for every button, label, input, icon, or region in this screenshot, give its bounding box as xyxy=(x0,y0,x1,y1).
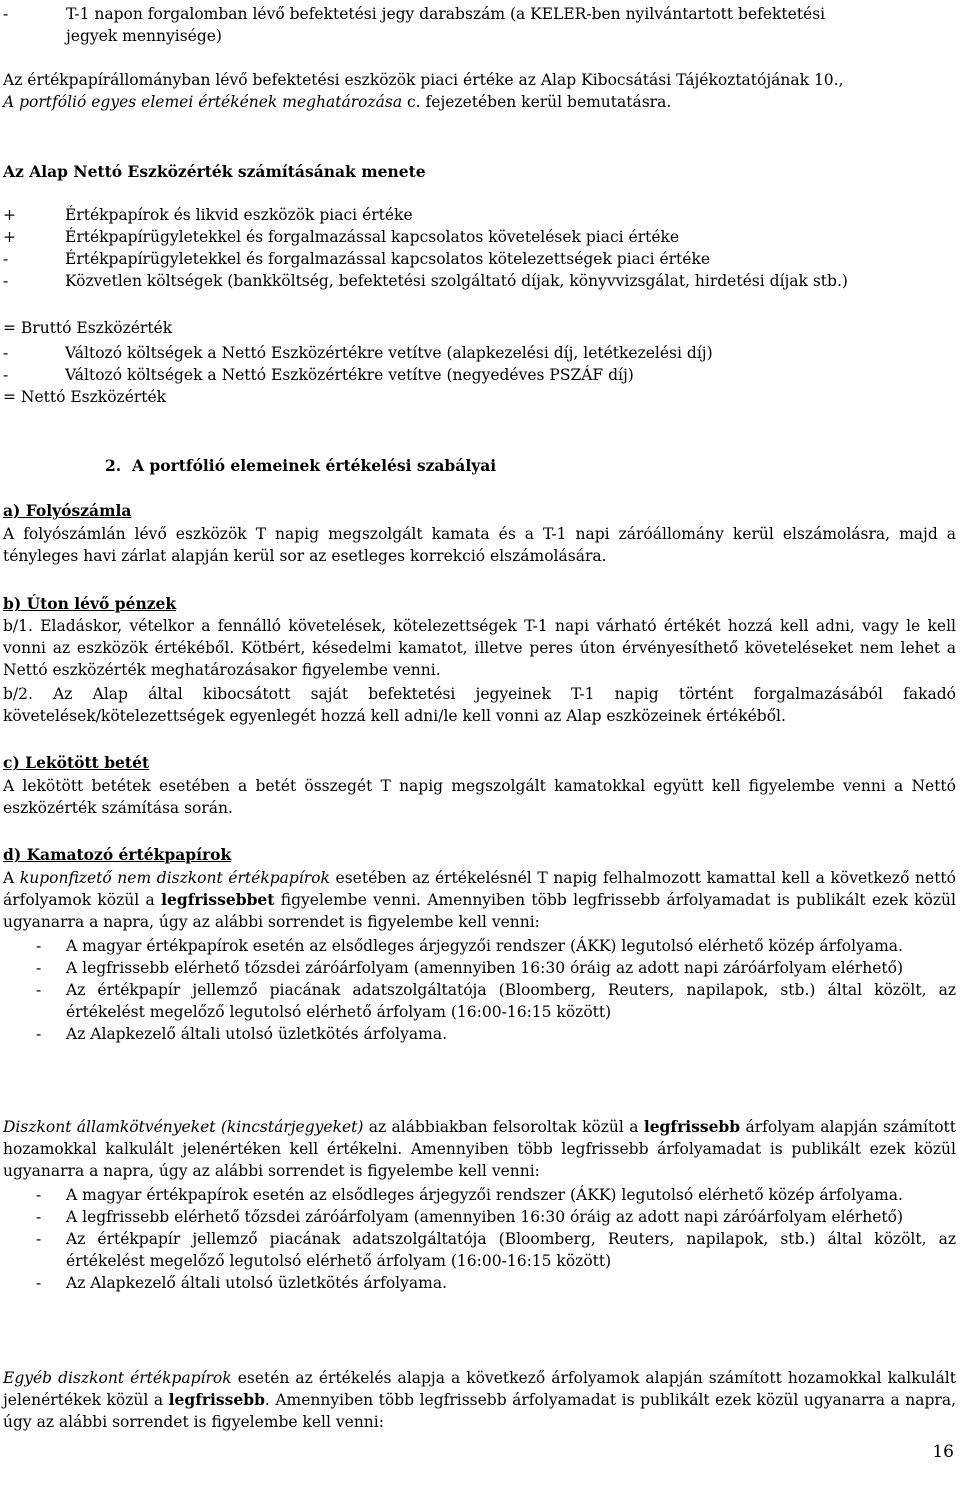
calc-sign: - xyxy=(3,344,9,362)
bullet-dash: - xyxy=(36,959,42,977)
d-p1-bold: legfrissebbet xyxy=(161,890,275,909)
bullet-dash: - xyxy=(36,1208,42,1226)
list-item xyxy=(3,957,956,979)
intro-italic-ref: A portfólió egyes elemei értékének meghatározása xyxy=(3,93,403,111)
subsection-b-paragraph-2: b/2. Az Alap által kibocsátott saját befektetési jegyeinek T-1 napig történt forgalmazásából fakadó követelések/kötelezettségek egyenlegét hozzá kell adni/le kell vonni az Alap eszközeinek értékéből. xyxy=(3,685,956,725)
section-heading xyxy=(105,455,805,477)
bullet-dash: - xyxy=(36,1186,42,1204)
list-item-text: Az Alapkezelő általi utolsó üzletkötés árfolyama. xyxy=(66,1025,447,1043)
intro-paragraph xyxy=(3,69,956,113)
calc-row xyxy=(3,204,956,226)
intro-text-end: c. fejezetében kerül bemutatásra. xyxy=(402,93,672,111)
bullet-dash: - xyxy=(36,937,42,955)
calc-row-text: Értékpapírok és likvid eszközök piaci értéke xyxy=(65,206,413,224)
d-p3-text: . Amennyiben több legfrissebb árfolyamadat is publikált ezek közül ugyanarra a napra, úgy az alábbi sorrendet is figyelembe kell venni: xyxy=(3,1391,957,1431)
section-title: A portfólió elemeinek értékelési szabályai xyxy=(131,456,497,475)
bullet-dash: - xyxy=(36,1274,42,1292)
d-p2-bold: legfrissebb xyxy=(643,1117,741,1136)
calc-row-text: Változó költségek a Nettó Eszközértékre vetítve (negyedéves PSZÁF díj) xyxy=(65,366,634,384)
list-item xyxy=(3,1023,956,1045)
calc-row-text: Értékpapírügyletekkel és forgalmazással kapcsolatos kötelezettségek piaci értéke xyxy=(65,250,711,268)
calc-row-text: Értékpapírügyletekkel és forgalmazással kapcsolatos követelések piaci értéke xyxy=(65,228,680,246)
calc-row-text: Változó költségek a Nettó Eszközértékre vetítve (alapkezelési díj, letétkezelési díj) xyxy=(65,344,713,362)
d-p1-italic: kuponfizető nem diszkont értékpapírok xyxy=(19,869,330,887)
calc-list xyxy=(3,204,956,292)
d-p2-text: az alábbiakban felsoroltak közül a xyxy=(363,1118,644,1136)
top-bullet-line1: T-1 napon forgalomban lévő befektetési jegy darabszám (a KELER-ben nyilvántartott befektetési xyxy=(66,5,826,23)
subsection-d-paragraph-3 xyxy=(3,1367,956,1433)
d-p2-italic: Diszkont államkötvényeket (kincstárjegyeket) xyxy=(3,1118,364,1136)
calc-list-2 xyxy=(3,342,956,386)
bullet-dash: - xyxy=(36,981,42,999)
bullet-dash: - xyxy=(36,1025,42,1043)
d-list-2 xyxy=(3,1184,956,1294)
list-item-text: A legfrissebb elérhető tőzsdei záróárfolyam (amennyiben 16:30 óráig az adott napi záróárfolyam elérhető) xyxy=(66,959,903,977)
calc-row xyxy=(3,226,956,248)
list-item xyxy=(3,979,956,1023)
calc-sign: - xyxy=(3,366,9,384)
bullet-dash: - xyxy=(36,1230,42,1248)
d-p3-bold: legfrissebb xyxy=(168,1390,265,1409)
calc-row xyxy=(3,270,956,292)
calc-sign: + xyxy=(3,228,16,246)
intro-text: Az értékpapírállományban lévő befektetési eszközök piaci értéke az Alap Kibocsátási Tájékoztatójának 10., xyxy=(3,71,844,89)
subsection-d-paragraph-1 xyxy=(3,867,956,933)
d-p1-text: figyelembe venni. Amennyiben több legfrissebb árfolyamadat is publikált ezek közül ugyanarra a napra, úgy az alábbi sorrendet is figyelembe kell venni: xyxy=(3,891,956,931)
top-bullet xyxy=(3,3,956,47)
list-item-text: A magyar értékpapírok esetén az elsődleges árjegyzői rendszer (ÁKK) legutolsó elérhető közép árfolyama. xyxy=(66,1186,903,1204)
calc-net-line: = Nettó Eszközérték xyxy=(3,388,167,406)
d-p3-italic: Egyéb diszkont értékpapírok xyxy=(3,1369,232,1387)
calc-row xyxy=(3,248,956,270)
list-item-text: Az értékpapír jellemző piacának adatszolgáltatója (Bloomberg, Reuters, napilapok, stb.) által közölt, az értékelést megelőző legutolsó elérhető árfolyam (16:00-16:15 között) xyxy=(66,1230,956,1270)
subsection-c-text: A lekötött betétek esetében a betét összegét T napig megszolgált kamatokkal együtt kell figyelembe venni a Nettó eszközérték számítása során. xyxy=(3,777,956,817)
list-item-text: Az Alapkezelő általi utolsó üzletkötés árfolyama. xyxy=(66,1274,447,1292)
d-list-1 xyxy=(3,935,956,1045)
list-item xyxy=(3,1228,956,1272)
calc-heading: Az Alap Nettó Eszközérték számításának menete xyxy=(3,162,426,181)
list-item xyxy=(3,1206,956,1228)
d-p1-text: A xyxy=(3,869,20,887)
calc-row xyxy=(3,364,956,386)
calc-row-text: Közvetlen költségek (bankköltség, befektetési szolgáltató díjak, könyvvizsgálat, hirdetési díjak stb.) xyxy=(65,272,848,290)
page-number: 16 xyxy=(932,1442,954,1462)
calc-sign: - xyxy=(3,250,9,268)
d-p2-text: árfolyam alapján számított hozamokkal kalkulált jelenértéken kell értékelni. Amennyiben több legfrissebb árfolyamadat is publikált ezek közül ugyanarra a napra, úgy az alábbi sorrendet is figyelembe kell venni: xyxy=(3,1118,957,1180)
bullet-dash: - xyxy=(3,5,9,23)
calc-sign: - xyxy=(3,272,9,290)
calc-sign: + xyxy=(3,206,16,224)
list-item xyxy=(3,1272,956,1294)
subsection-b-paragraph-1: b/1. Eladáskor, vételkor a fennálló követelések, kötelezettségek T-1 napi várható értékét hozzá kell adni, vagy le kell vonni az eszközök értékéből. Kötbért, késedelmi kamatot, illetve peres úton érvényesíthető követeléseket nem lehet a Nettó eszközérték meghatározásakor figyelembe venni. xyxy=(3,617,956,679)
subsection-b-heading: b) Úton lévő pénzek xyxy=(3,594,177,613)
subsection-d-paragraph-2 xyxy=(3,1116,956,1182)
subsection-c-heading: c) Lekötött betét xyxy=(3,753,150,772)
list-item xyxy=(3,1184,956,1206)
list-item-text: A magyar értékpapírok esetén az elsődleges árjegyzői rendszer (ÁKK) legutolsó elérhető közép árfolyama. xyxy=(66,937,903,955)
subsection-a-heading: a) Folyószámla xyxy=(3,501,132,520)
list-item-text: A legfrissebb elérhető tőzsdei záróárfolyam (amennyiben 16:30 óráig az adott napi záróárfolyam elérhető) xyxy=(66,1208,903,1226)
subsection-a-text: A folyószámlán lévő eszközök T napig megszolgált kamata és a T-1 napi záróállomány kerül elszámolásra, majd a tényleges havi zárlat alapján kerül sor az esetleges korrekció elszámolására. xyxy=(3,525,956,565)
subsection-d-heading: d) Kamatozó értékpapírok xyxy=(3,845,232,864)
d-p1-text: esetében az értékelésnél T napig felhalmozott kamattal kell a következő nettó árfolyamok közül a xyxy=(3,869,956,909)
list-item xyxy=(3,935,956,957)
d-p3-text: esetén az értékelés alapja a következő árfolyamok alapján számított hozamokkal kalkulált jelenértékek közül a xyxy=(3,1369,956,1409)
calc-row xyxy=(3,342,956,364)
calc-gross-line: = Bruttó Eszközérték xyxy=(3,319,173,337)
top-bullet-line2: jegyek mennyisége) xyxy=(66,27,222,45)
list-item-text: Az értékpapír jellemző piacának adatszolgáltatója (Bloomberg, Reuters, napilapok, stb.) által közölt, az értékelést megelőző legutolsó elérhető árfolyam (16:00-16:15 között) xyxy=(66,981,956,1021)
section-number: 2. xyxy=(105,456,122,475)
